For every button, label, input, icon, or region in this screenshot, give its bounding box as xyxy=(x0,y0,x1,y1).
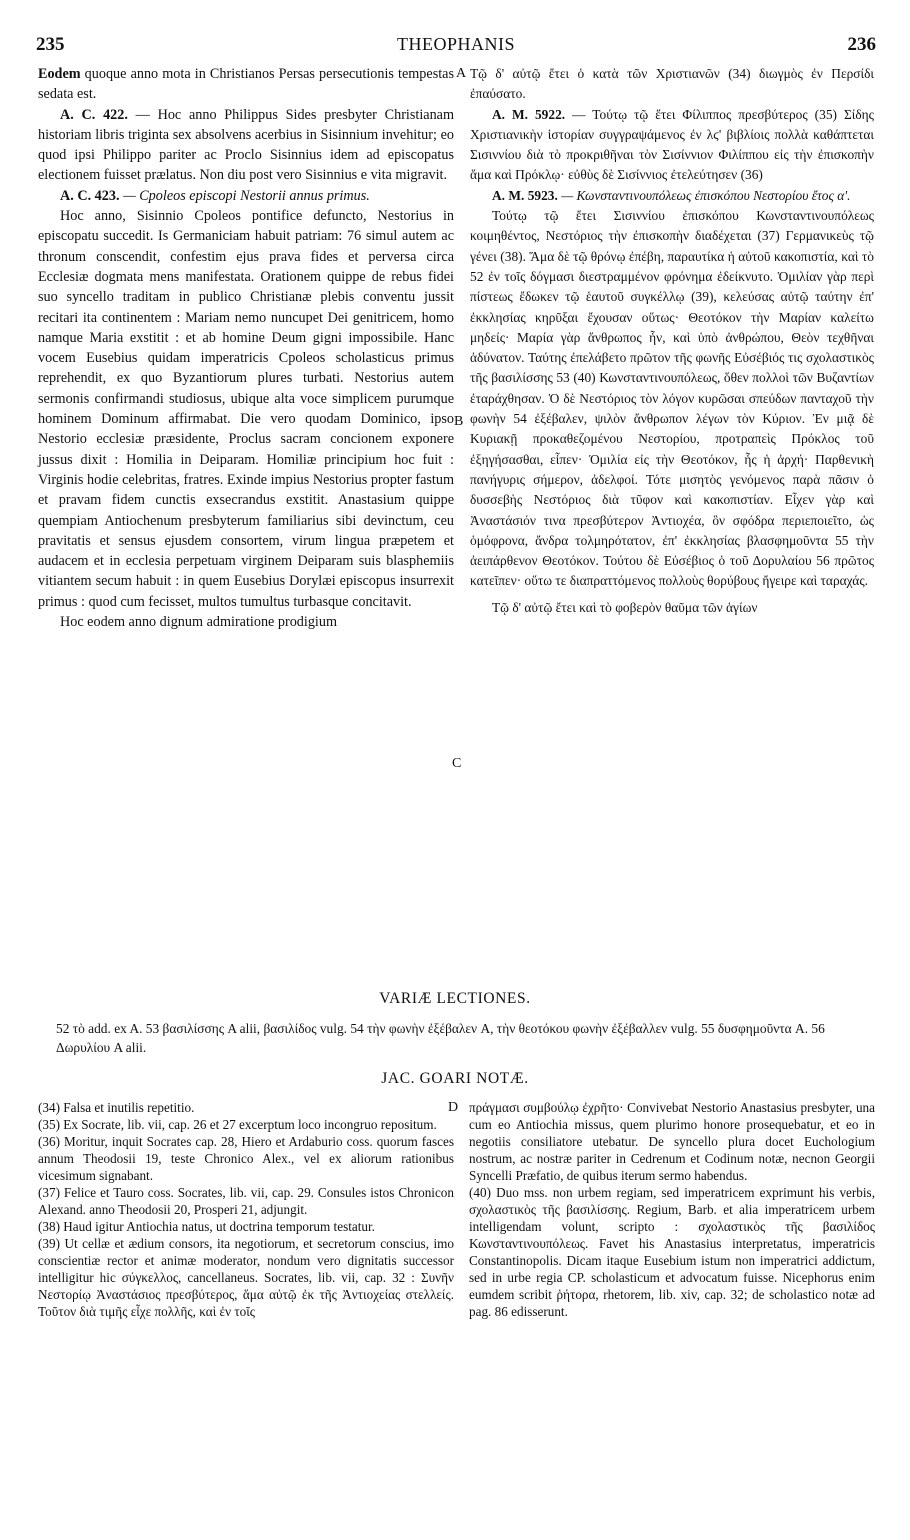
note: (36) Moritur, inquit Socrates cap. 28, Hiero et Ardaburio coss. quorum fasces annum Theodosii 19, teste Chronico Alex., vel ex aliorum rationibus vicesimum signabant. xyxy=(38,1134,454,1183)
para-text: Τούτῳ τῷ ἔτει Σισιννίου ἐπισκόπου Κωνσταντινουπόλεως κοιμηθέντος, Νεστόριος τὴν ἐπισκοπὴν διαδέχεται (37) Γερμανικεὺς τῷ γένει (38). Ἅμα δὲ τῷ θρόνῳ ἐπέβη, παραυτίκα ἡ αὐτοῦ κακοπιστία, καὶ τὸ 52 ἐν τοῖς δόγμασι διεστραμμένον φρόνημα ἐδείκνυτο. Ὁμιλίαν γὰρ περὶ πίστεως ἔδωκεν τῷ ἑαυτοῦ συγκέλλῳ (39), κελεύσας αὐτῷ ταύτην ἐπ' ἐκκλησίας κηρῦξαι ἔχουσαν οὕτως· Θεοτόκον τὴν Μαρίαν καλείτω μηδείς· Μαρία γὰρ ἄνθρωπος ἦν, καὶ ὑπὸ ἀνθρώπου, Θεὸν τεχθῆναι ἀδύνατον. Ταύτης ἐπελάβετο πρῶτον τῆς φωνῆς Εὐσέβιός τις σχολαστικὸς τῆς βασιλίσσης 53 (40) Κωνσταντινουπόλεως, ὅθεν πολλοὶ τῶν Βυζαντίων ἐταράχθησαν. Ὁ δὲ Νεστόριος τὸν λόγον κυρῶσαι σπεύδων πανταχοῦ τὴν φωνὴν 54 ἐξέβαλεν, ψιλὸν ἄνθρωπον λέγων τὸν Κύριον. Ἐν μιᾷ δὲ Κυριακῇ προκαθεζομένου Νεστορίου, προτραπεὶς Πρόκλος τοῦ ἐξηγήσασθαι, εἶπεν· Ὁμιλία εἰς τὴν Θεοτόκον, ἧς ἡ ἀρχή· Παρθενικὴ πανήγυρις σήμερον, ἀδελφοί. Τότε μισητὸς γενόμενος παρὰ πᾶσιν ὁ δυσσεβὴς Νεστόριος διὰ τῦφον καὶ κακοπιστίαν. Εἶχεν γὰρ καὶ Ἀναστάσιόν τινα πρεσβύτερον Ἀντιοχέα, ὃν σφόδρα περιεποιεῖτο, ὡς ὁμόφρονα, ἄνδρα τολμηρότατον, ἐπ' ἐκκλησίας βλασφημοῦντα 55 τὴν ἀειπάρθενον Θεοτόκον. Τούτου δὲ Εὐσέβιος ὁ τοῦ Δορυλαίου 56 πρῶτος κατεῖπεν· οὕτω τε διαπραττόμενος πολλοὺς θορύβους ἤγειρε καὶ ταραχάς. xyxy=(470,208,874,589)
note: πράγμασι συμβούλῳ ἐχρῆτο· Convivebat Nestorio Anastasius presbyter, una cum eo Antiochia missus, quem plurimo honore prosequebatur, et eo in negotiis consiliatore utebatur. De syncello plura docet Euchologium nostrum, ac nostræ pariter in Cedrenum et Codinum notæ, necnon Georgii Syncelli Præfatio, de quibus iterum sermo habendus. xyxy=(469,1100,875,1183)
note: (35) Ex Socrate, lib. vii, cap. 26 et 27 excerptum loco incongruo repositum. xyxy=(38,1117,437,1132)
para-text: Τῷ δ' αὐτῷ ἔτει ὁ κατὰ τῶν Χριστιανῶν (34) διωγμὸς ἐν Περσίδι ἐπαύσατο. xyxy=(470,66,874,102)
para-text: — Τούτῳ τῷ ἔτει Φίλιππος πρεσβύτερος (35) Σίδης Χριστιανικὴν ἱστορίαν συγγραψάμενος ἐν λϛ' βιβλίοις πολλὰ καθάπτεται Σισιννίου διὰ τὸ προκριθῆναι τὸν Σισίννιον Φιλίππου εἰς τὴν ἐπισκοπὴν ἅμα καὶ Πρόκλῳ· εὐθὺς δὲ Σισίννιος ἐτελεύτησεν (36) xyxy=(470,106,874,183)
margin-letter-b: B xyxy=(454,414,464,429)
greek-column xyxy=(470,64,874,618)
para-text: quoque anno mota in Christianos Persas persecutionis tempestas sedata est. xyxy=(38,66,454,103)
latin-para xyxy=(38,186,454,206)
note: (38) Haud igitur Antiochia natus, ut doctrina temporum testatur. xyxy=(38,1219,375,1234)
greek-para xyxy=(470,186,874,206)
page-number-right: 236 xyxy=(847,34,876,55)
page-number-left: 235 xyxy=(36,34,65,55)
latin-para xyxy=(38,105,454,186)
latin-para xyxy=(38,206,454,612)
para-lead: A. C. 422. xyxy=(60,106,128,123)
notae-heading: JAC. GOARI NOTÆ. xyxy=(381,1070,529,1087)
note: (40) Duo mss. non urbem regiam, sed imperatricem exprimunt his verbis, σχολαστικὸς τῆς βασιλίσσης. Regium, Barb. et alia imperatricem urbem intelligendam volunt, scripto : σχολαστικὸς τῆς βασιλίδος Κωνσταντινουπόλεως. Favet his Anastasius interpretatus, imperatricis Constantinopolis. Dicam itaque Eusebium istum non imperatrici addictum, sed in urbe regia CP. scholasticum et advocatum fuisse. Nicephorus enim eumdem scribit ῥήτορα, rhetorem, lib. xiv, cap. 32; de scholastico notæ ad pag. 86 edisserunt. xyxy=(469,1185,875,1319)
note: (37) Felice et Tauro coss. Socrates, lib. vii, cap. 29. Consules istos Chronicon Alexand. anno Theodosii 20, Prosperi 21, adjungit. xyxy=(38,1185,454,1217)
para-text: — Cpoleos episcopi Nestorii annus primus. xyxy=(119,187,370,204)
latin-column xyxy=(38,64,454,632)
para-text: — Κωνσταντινουπόλεως ἐπισκόπου Νεστορίου ἔτος α'. xyxy=(557,187,851,203)
greek-para xyxy=(470,105,874,186)
running-title: THEOPHANIS xyxy=(396,34,515,54)
para-lead: Eodem xyxy=(38,66,81,82)
para-lead: Α. Μ. 5923. xyxy=(492,187,558,203)
variae-heading: VARIÆ LECTIONES. xyxy=(379,990,531,1007)
notes-left-column xyxy=(38,1099,454,1320)
greek-para xyxy=(470,64,874,105)
margin-letter-c: C xyxy=(452,756,462,771)
greek-para xyxy=(470,206,874,592)
para-text: — Hoc anno Philippus Sides presbyter Christianam historiam libris triginta sex absolvens acerbius in Sisinnium invehitur; eo quod ipsi Philippo pariter ac Proclo Sisinnius idem ad episcopatus electionem fuisset prælatus. Non diu post vero Sisinnius e vita migravit. xyxy=(38,106,454,184)
para-text: Hoc eodem anno dignum admiratione prodigium xyxy=(60,614,337,631)
notes-right-column xyxy=(469,1099,875,1320)
margin-letter-a: A xyxy=(456,66,467,81)
greek-para xyxy=(470,598,874,618)
para-text: Hoc anno, Sisinnio Cpoleos pontifice defuncto, Nestorius in episcopatu succedit. Is Germaniciam habuit patriam: 76 simul autem ac thronum conscendit, confestim ejus prava fides et perversa circa Ecclesiæ dogmata mens manifestata. Orationem quippe de rebus fidei suo syncello traditam in publico Christianæ plebis conventu jussit recitari ita continentem : Mariam nemo nuncupet Dei genitricem, homo namque Maria exstitit : et ab homine Deum gigni impossibile. Hanc vocem Eusebius quidam imperatricis Cpoleos scholasticus primus reprehendit, ex quo Byzantiorum plures turbati. Nestorius autem sermonis confirmandi studiosus, ubique alta voce simplicem purumque hominem Dominum affirmabat. Die vero quodam Dominico, ipso Nestorio ecclesiæ præsidente, Proclus sacram concionem exponere jussus dixit : Homilia in Deiparam. Homiliæ principium hoc fuit : Virginis hodie celebritas, fratres. Exinde impius Nestorius propter fastum et pravam fidem cunctis exsecrandus exstitit. Anastasium quippe quempiam Antiochenum presbyterum familiarius sibi devinctum, ceu pravitatis et sensus ejusdem consortem, virum lingua præpetem et audacem et in ecclesia perpetuam virginem Deiparam suis blasphemiis vitiantem secum habuit : in quem Eusebius Dorylæi episcopus insurrexit primus : quod cum fecisset, multos tumultus turbasque concitavit. xyxy=(38,208,454,610)
page-header xyxy=(36,34,876,60)
para-text: Τῷ δ' αὐτῷ ἔτει καὶ τὸ φοβερὸν θαῦμα τῶν ἁγίων xyxy=(492,599,758,615)
para-lead: Α. Μ. 5922. xyxy=(492,106,566,122)
para-lead: A. C. 423. xyxy=(60,187,120,204)
latin-para xyxy=(38,64,454,105)
variae-text: 52 τὸ add. ex A. 53 βασιλίσσης A alii, βασιλίδος vulg. 54 τὴν φωνὴν ἐξέβαλεν A, τὴν θεοτόκου φωνὴν ἐξέβαλλεν vulg. 55 δυσφημοῦντα A. 56 Δωρυλίου A alii. xyxy=(56,1021,825,1055)
note: (34) Falsa et inutilis repetitio. xyxy=(38,1100,195,1115)
latin-para xyxy=(38,612,454,632)
margin-letter-d: D xyxy=(448,1100,459,1115)
note: (39) Ut cellæ et ædium consors, ita negotiorum, et secretorum conscius, imo conscientiæ rector et animæ moderator, nondum vero dignitatis successor intelligitur hic σύγκελλος, cancellaneus. Socrates, lib. vii, cap. 32 : Συνῆν Νεστορίῳ Ἀναστάσιος πρεσβύτερος, ἅμα αὐτῷ ἐκ τῆς Ἀντιοχείας στελλείς. Τοῦτον διὰ τιμῆς εἶχε πολλῆς, καὶ ἐν τοῖς xyxy=(38,1236,454,1319)
